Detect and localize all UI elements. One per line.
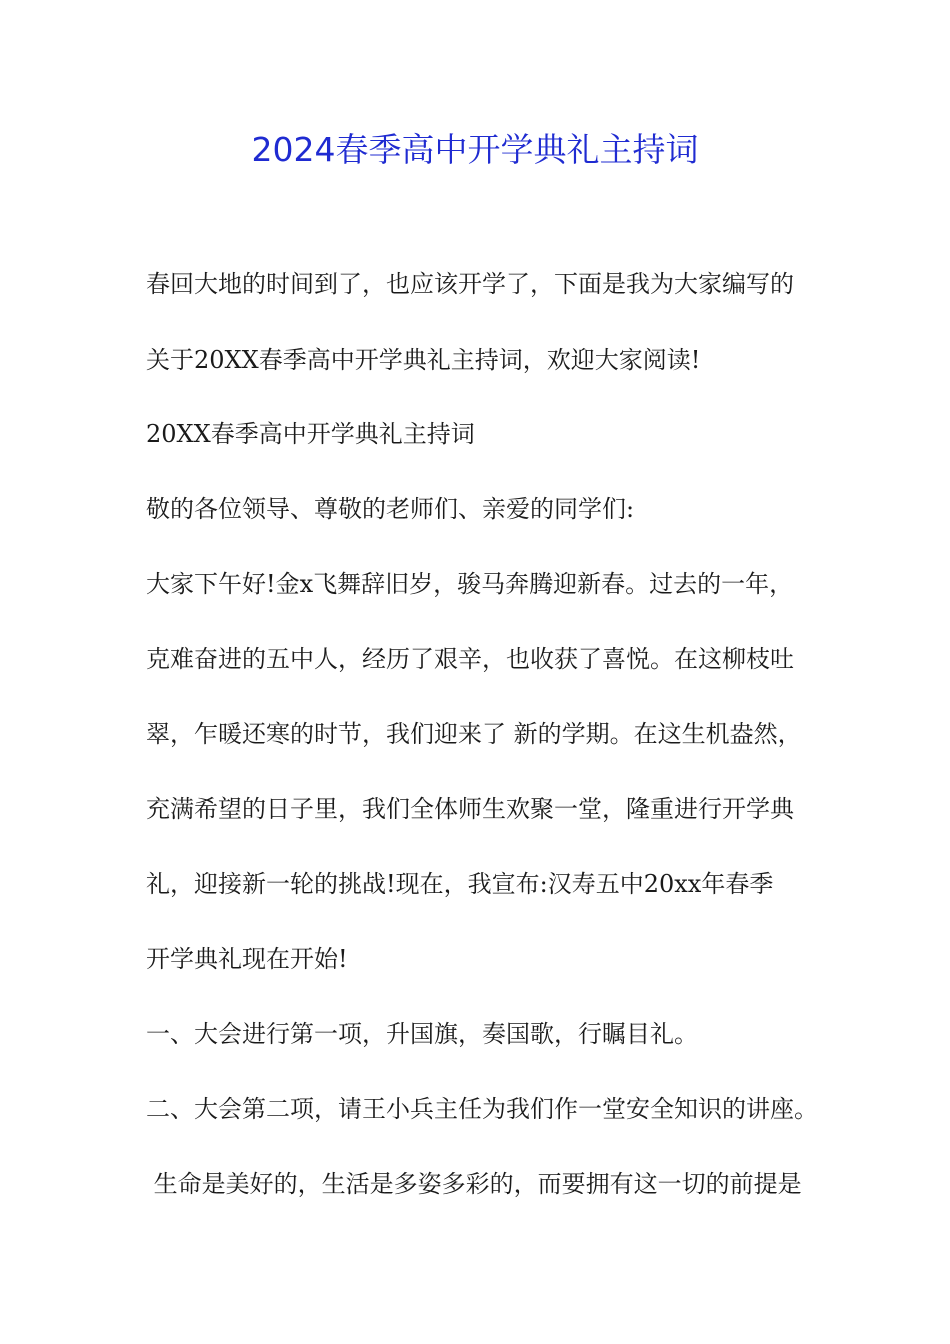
paragraph-line-1: 春回大地的时间到了，也应该开学了，下面是我为大家编写的: [146, 270, 794, 298]
paragraph-line-7: 翠，乍暖还寒的时节，我们迎来了 新的学期。在这生机盎然，: [146, 720, 802, 748]
agenda-item-2: 二、大会第二项，请王小兵主任为我们作一堂安全知识的讲座。: [146, 1095, 818, 1123]
paragraph-line-6: 克难奋进的五中人，经历了艰辛，也收获了喜悦。在这柳枝吐: [146, 645, 794, 673]
paragraph-line-13: 生命是美好的，生活是多姿多彩的，而要拥有这一切的前提是: [146, 1170, 802, 1198]
paragraph-line-2: 关于20XX春季高中开学典礼主持词，欢迎大家阅读!: [146, 346, 701, 374]
salutation-line: 敬的各位领导、尊敬的老师们、亲爱的同学们:: [146, 495, 635, 523]
paragraph-line-9: 礼，迎接新一轮的挑战!现在，我宣布:汉寿五中20xx年春季: [146, 870, 774, 898]
agenda-item-1: 一、大会进行第一项，升国旗，奏国歌，行瞩目礼。: [146, 1020, 698, 1048]
paragraph-line-5: 大家下午好!金x飞舞辞旧岁，骏马奔腾迎新春。过去的一年，: [146, 570, 794, 598]
section-heading: 20XX春季高中开学典礼主持词: [146, 420, 475, 448]
paragraph-line-8: 充满希望的日子里，我们全体师生欢聚一堂，隆重进行开学典: [146, 795, 794, 823]
document-title: 2024春季高中开学典礼主持词: [251, 130, 699, 169]
paragraph-line-10: 开学典礼现在开始!: [146, 945, 348, 973]
